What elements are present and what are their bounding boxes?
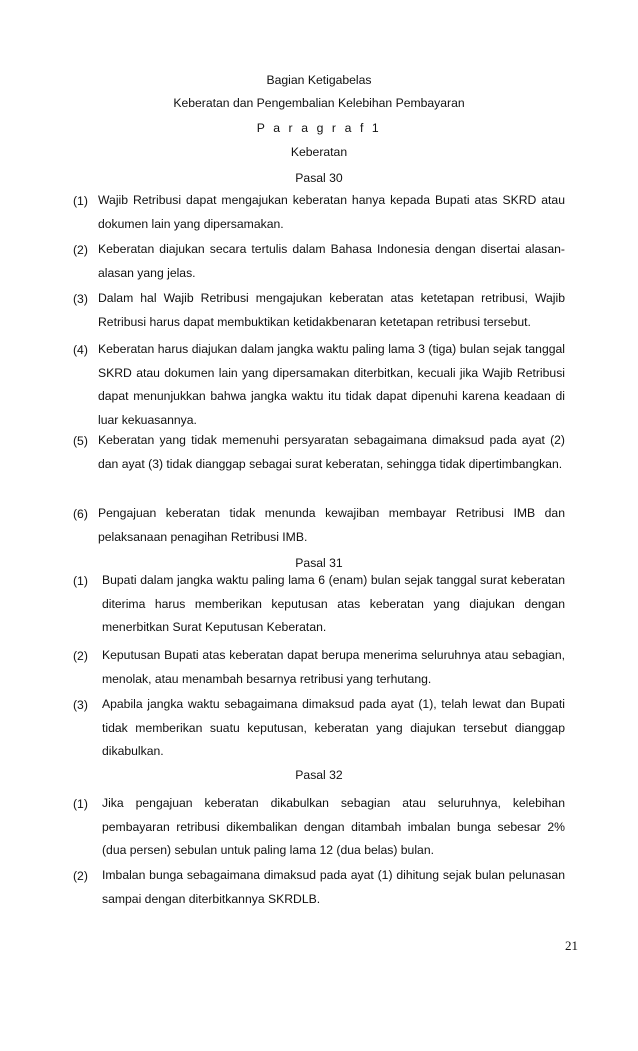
item-text: Apabila jangka waktu sebagaimana dimaksud pada ayat (1), telah lewat dan Bupati tidak memberikan suatu keputusan, keberatan yang diajukan tersebut dianggap dikabulkan. xyxy=(102,697,565,759)
pasal-30-item xyxy=(73,238,565,286)
pasal-30-item xyxy=(73,189,565,237)
item-text: Pengajuan keberatan tidak menunda kewajiban membayar Retribusi IMB dan pelaksanaan penagihan Retribusi IMB. xyxy=(98,506,565,544)
page-number: 21 xyxy=(565,938,578,953)
item-text: Keberatan diajukan secara tertulis dalam Bahasa Indonesia dengan disertai alasan-alasan yang jelas. xyxy=(98,242,565,280)
paragraf-heading: P a r a g r a f 1 xyxy=(256,121,382,135)
pasal-30-item xyxy=(73,502,565,550)
pasal-30-item xyxy=(73,338,565,434)
pasal-31-item xyxy=(73,644,565,692)
item-text: Keberatan harus diajukan dalam jangka waktu paling lama 3 (tiga) bulan sejak tanggal SKRD atau dokumen lain yang dipersamakan diterbitkan, kecuali jika Wajib Retribusi dapat menunjukkan bahwa jangka waktu itu tidak dapat dipenuhi karena keadaan di luar kekuasannya. xyxy=(98,342,565,428)
pasal-32-item xyxy=(73,864,565,912)
pasal-30-heading: Pasal 30 xyxy=(295,171,343,185)
item-text: Bupati dalam jangka waktu paling lama 6 (enam) bulan sejak tanggal surat keberatan diterima harus memberikan keputusan atas keberatan yang diajukan dengan menerbitkan Surat Keputusan Keberatan. xyxy=(102,573,565,635)
item-text: Imbalan bunga sebagaimana dimaksud pada ayat (1) dihitung sejak bulan pelunasan sampai dengan diterbitkannya SKRDLB. xyxy=(102,868,565,906)
item-number: (2) xyxy=(73,869,88,883)
paragraf-title: Keberatan xyxy=(290,145,348,159)
item-number: (2) xyxy=(73,649,88,663)
pasal-32-heading: Pasal 32 xyxy=(295,768,343,782)
section-heading: Bagian Ketigabelas xyxy=(266,73,372,87)
pasal-31-item xyxy=(73,569,565,641)
pasal-30-item xyxy=(73,429,565,501)
item-text: Keberatan yang tidak memenuhi persyaratan sebagaimana dimaksud pada ayat (2) dan ayat (3) tidak dianggap sebagai surat keberatan, sehingga tidak dipertimbangkan. xyxy=(98,433,565,471)
item-number: (6) xyxy=(73,507,88,521)
item-number: (3) xyxy=(73,698,88,712)
item-number: (3) xyxy=(73,292,88,306)
pasal-30-item xyxy=(73,287,565,335)
item-number: (1) xyxy=(73,574,88,588)
item-number: (2) xyxy=(73,243,88,257)
item-number: (4) xyxy=(73,343,88,357)
pasal-31-heading: Pasal 31 xyxy=(295,556,343,570)
item-text: Jika pengajuan keberatan dikabulkan sebagian atau seluruhnya, kelebihan pembayaran retribusi dikembalikan dengan ditambah imbalan bunga sebesar 2% (dua persen) sebulan untuk paling lama 12 (dua belas) bulan. xyxy=(102,796,565,858)
section-title: Keberatan dan Pengembalian Kelebihan Pembayaran xyxy=(173,96,465,110)
item-number: (5) xyxy=(73,434,88,448)
item-number: (1) xyxy=(73,797,88,811)
item-text: Keputusan Bupati atas keberatan dapat berupa menerima seluruhnya atau sebagian, menolak, atau menambah besarnya retribusi yang terhutang. xyxy=(102,648,565,686)
item-text: Dalam hal Wajib Retribusi mengajukan keberatan atas ketetapan retribusi, Wajib Retribusi harus dapat membuktikan ketidakbenaran ketetapan retribusi tersebut. xyxy=(98,291,565,329)
item-text: Wajib Retribusi dapat mengajukan keberatan hanya kepada Bupati atas SKRD atau dokumen lain yang dipersamakan. xyxy=(98,193,565,231)
item-number: (1) xyxy=(73,194,88,208)
pasal-32-item xyxy=(73,792,565,864)
pasal-31-item xyxy=(73,693,565,765)
